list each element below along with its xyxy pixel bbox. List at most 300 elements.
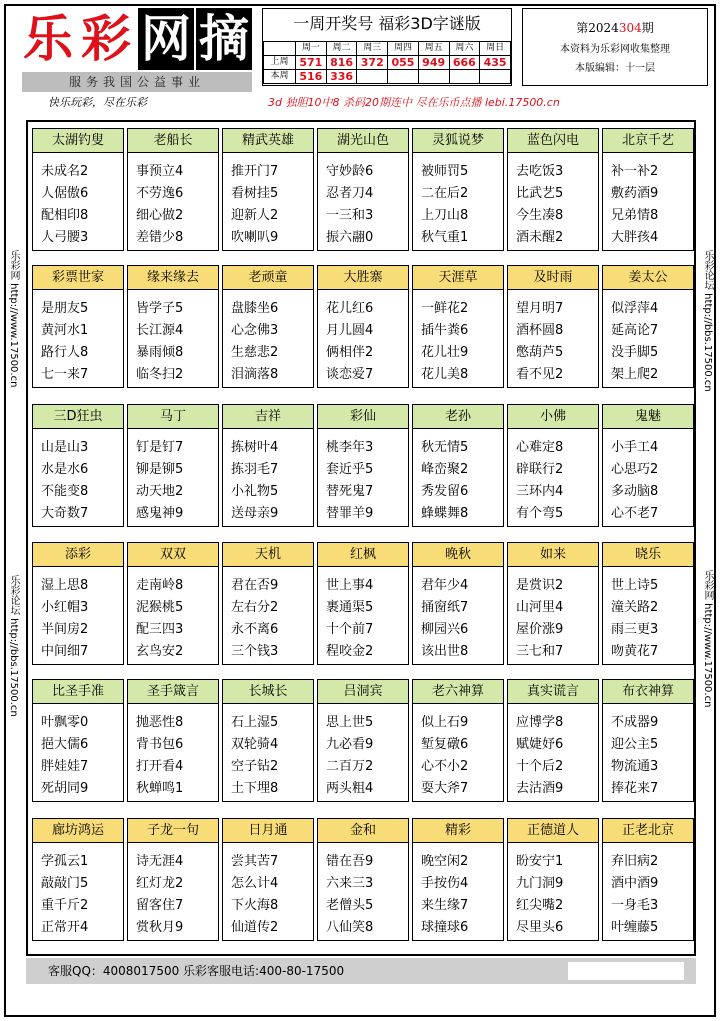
- weekly-draw-title: 一周开奖号 福彩3D字谜版: [293, 14, 481, 33]
- riddle-card-title: 廊坊鸿运: [33, 819, 123, 843]
- riddle-line: 守妙龄6: [326, 164, 374, 179]
- riddle-line: 敲敲门5: [41, 876, 89, 891]
- riddle-line: 思上世5: [326, 715, 374, 730]
- riddle-line: 叶飘零0: [41, 715, 89, 730]
- issue-prefix: 第2024: [576, 21, 619, 35]
- day-header: 周一: [296, 42, 327, 56]
- riddle-card-title: 圣手箴言: [128, 680, 218, 704]
- riddle-line: 酒中酒9: [611, 876, 659, 891]
- draw-number: 435: [480, 56, 511, 70]
- riddle-line: 秋蝉鸣1: [136, 781, 184, 796]
- riddle-line: 秀发留6: [421, 484, 469, 499]
- riddle-card-title: 姜太公: [603, 266, 693, 290]
- riddle-line: 诗无涯4: [136, 854, 184, 869]
- riddle-line: 九门洞9: [516, 876, 564, 891]
- riddle-card-title: 金和: [318, 819, 408, 843]
- riddle-line: 临冬扫2: [136, 367, 184, 382]
- riddle-line: 推开门7: [231, 164, 279, 179]
- riddle-card: [412, 265, 504, 388]
- riddle-line: 重千斤2: [41, 898, 89, 913]
- riddle-card-title: 灵狐说梦: [413, 129, 503, 153]
- riddle-line: 是赏识2: [516, 578, 564, 593]
- riddle-line: 十个后2: [516, 759, 564, 774]
- riddle-line: 没手脚5: [611, 345, 659, 360]
- draw-number: 372: [357, 56, 388, 70]
- riddle-line: 谈恋爱7: [326, 367, 374, 382]
- riddle-card-title: 晓乐: [603, 543, 693, 567]
- riddle-line: 程咬金2: [326, 644, 374, 659]
- riddle-line: 水是水6: [41, 462, 89, 477]
- riddle-card: [32, 542, 124, 665]
- riddle-line: 花儿美8: [421, 367, 469, 382]
- riddle-card-title: 蓝色闪电: [508, 129, 598, 153]
- riddle-line: 左右分2: [231, 600, 279, 615]
- riddle-line: 不劳逸6: [136, 186, 184, 201]
- riddle-card-title: 老船长: [128, 129, 218, 153]
- riddle-card-title: 大胜寨: [318, 266, 408, 290]
- riddle-line: 心难定8: [516, 440, 564, 455]
- riddle-card: [412, 404, 504, 527]
- riddle-card-title: 鬼魅: [603, 405, 693, 429]
- riddle-card: [317, 679, 409, 802]
- riddle-line: 心念佛3: [231, 323, 279, 338]
- riddle-line: 柳园兴6: [421, 622, 469, 637]
- draw-number: [480, 70, 511, 84]
- issue-num: 304: [618, 21, 642, 35]
- riddle-card: [32, 128, 124, 251]
- riddle-line: 细心做2: [136, 208, 184, 223]
- riddle-card: [222, 128, 314, 251]
- riddle-card-title: 比圣手准: [33, 680, 123, 704]
- riddle-line: 套近乎5: [326, 462, 374, 477]
- riddle-card: [32, 679, 124, 802]
- riddle-line: 三环内4: [516, 484, 564, 499]
- riddle-card: [222, 404, 314, 527]
- riddle-line: 架上爬2: [611, 367, 659, 382]
- riddle-line: 土下埋8: [231, 781, 279, 796]
- issue-suffix: 期: [641, 21, 654, 35]
- riddle-card-title: 小佛: [508, 405, 598, 429]
- riddle-line: 去沽酒9: [516, 781, 564, 796]
- riddle-line: 尝其苦7: [231, 854, 279, 869]
- riddle-line: 花儿壮9: [421, 345, 469, 360]
- riddle-line: 拣羽毛7: [231, 462, 279, 477]
- riddle-line: 感鬼神9: [136, 506, 184, 521]
- riddle-line: 耍大斧7: [421, 781, 469, 796]
- riddle-line: 心思巧2: [611, 462, 659, 477]
- draw-number: 055: [388, 56, 419, 70]
- riddle-line: 捅窗纸7: [421, 600, 469, 615]
- riddle-card-title: 精武英雄: [223, 129, 313, 153]
- riddle-line: 心不小2: [421, 759, 469, 774]
- riddle-card-title: 马丁: [128, 405, 218, 429]
- draw-number: 516: [296, 70, 327, 84]
- ticker-left: 快乐玩彩，尽在乐彩: [48, 96, 147, 109]
- riddle-card-title: 老孙: [413, 405, 503, 429]
- riddle-card: [507, 128, 599, 251]
- riddle-line: 一身毛3: [611, 898, 659, 913]
- riddle-line: 去吃饭3: [516, 164, 564, 179]
- ticker-bar: [22, 94, 692, 112]
- riddle-line: 下火海8: [231, 898, 279, 913]
- riddle-card: [602, 679, 694, 802]
- riddle-line: 挹大儒6: [41, 737, 89, 752]
- riddle-line: 石上湿5: [231, 715, 279, 730]
- riddle-line: 捧花来7: [611, 781, 659, 796]
- row-label: 本周: [264, 70, 296, 84]
- day-header: 周六: [449, 42, 480, 56]
- riddle-line: 老僧头5: [326, 898, 374, 913]
- riddle-line: 长江源4: [136, 323, 184, 338]
- riddle-card: [317, 542, 409, 665]
- riddle-line: 空子钻2: [231, 759, 279, 774]
- riddle-line: 君年少4: [421, 578, 469, 593]
- riddle-line: 二在后2: [421, 186, 469, 201]
- riddle-line: 秋气重1: [421, 230, 469, 245]
- riddle-line: 被师罚5: [421, 164, 469, 179]
- weekly-draw-table: [263, 41, 511, 84]
- riddle-line: 三个钱3: [231, 644, 279, 659]
- riddle-line: 怎么计4: [231, 876, 279, 891]
- riddle-line: 泪滴落8: [231, 367, 279, 382]
- riddle-line: 学孤云1: [41, 854, 89, 869]
- riddle-line: 永不离6: [231, 622, 279, 637]
- riddle-line: 看树挂5: [231, 186, 279, 201]
- issue-source-note: 本资料为乐彩网收集整理: [560, 44, 670, 55]
- riddle-line: 背书包6: [136, 737, 184, 752]
- riddle-line: 不成器9: [611, 715, 659, 730]
- riddle-card: [127, 818, 219, 941]
- footer-contact: 客服QQ：4008017500 乐彩客服电话:400-80-17500: [48, 964, 345, 978]
- riddle-card-title: 天涯草: [413, 266, 503, 290]
- riddle-line: 半间房2: [41, 622, 89, 637]
- riddle-line: 花儿红6: [326, 301, 374, 316]
- riddle-card: [412, 679, 504, 802]
- riddle-line: 弃旧病2: [611, 854, 659, 869]
- riddle-line: 走南岭8: [136, 578, 184, 593]
- riddle-card: [507, 265, 599, 388]
- riddle-line: 小手工4: [611, 440, 659, 455]
- riddle-line: 屋价涨9: [516, 622, 564, 637]
- riddle-line: 潼关路2: [611, 600, 659, 615]
- riddle-card-title: 老顽童: [223, 266, 313, 290]
- riddle-line: 错在吾9: [326, 854, 374, 869]
- riddle-line: 吻黄花7: [611, 644, 659, 659]
- riddle-card: [507, 542, 599, 665]
- riddle-line: 君在否9: [231, 578, 279, 593]
- row-label: 上周: [264, 56, 296, 70]
- riddle-line: 生慈悲2: [231, 345, 279, 360]
- riddle-line: 是朋友5: [41, 301, 89, 316]
- riddle-card-title: 子龙一句: [128, 819, 218, 843]
- riddle-card-title: 缘来缘去: [128, 266, 218, 290]
- riddle-card: [602, 404, 694, 527]
- riddle-line: 尽里头6: [516, 920, 564, 935]
- riddle-card: [127, 128, 219, 251]
- riddle-line: 看不见2: [516, 367, 564, 382]
- riddle-card: [127, 265, 219, 388]
- riddle-line: 差错少8: [136, 230, 184, 245]
- draw-number: 949: [418, 56, 449, 70]
- draw-number: 571: [296, 56, 327, 70]
- riddle-line: 物流通3: [611, 759, 659, 774]
- riddle-line: 胖娃娃7: [41, 759, 89, 774]
- riddle-card-title: 长城长: [223, 680, 313, 704]
- riddle-line: 望月明7: [516, 301, 564, 316]
- riddle-line: 事预立4: [136, 164, 184, 179]
- riddle-line: 世上事4: [326, 578, 374, 593]
- riddle-card: [222, 818, 314, 941]
- riddle-card: [127, 542, 219, 665]
- riddle-line: 拣树叶4: [231, 440, 279, 455]
- riddle-line: 迎公主5: [611, 737, 659, 752]
- riddle-card-title: 正德道人: [508, 819, 598, 843]
- side-text-left-top: 乐彩网 http://www.17500.cn: [8, 250, 19, 388]
- riddle-card-title: 添彩: [33, 543, 123, 567]
- riddle-card-title: 北京千艺: [603, 129, 693, 153]
- riddle-line: 死胡同9: [41, 781, 89, 796]
- riddle-card-title: 天机: [223, 543, 313, 567]
- riddle-line: 中间细7: [41, 644, 89, 659]
- riddle-line: 该出世8: [421, 644, 469, 659]
- riddle-line: 小红帽3: [41, 600, 89, 615]
- riddle-card-title: 红枫: [318, 543, 408, 567]
- riddle-line: 留客住7: [136, 898, 184, 913]
- riddle-card-title: 太湖钓叟: [33, 129, 123, 153]
- riddle-card: [602, 818, 694, 941]
- draw-number: [449, 70, 480, 84]
- riddle-line: 玄鸟安2: [136, 644, 184, 659]
- riddle-line: 似浮萍4: [611, 301, 659, 316]
- riddle-card-title: 彩票世家: [33, 266, 123, 290]
- riddle-line: 替罪羊9: [326, 506, 374, 521]
- riddle-card-title: 吉祥: [223, 405, 313, 429]
- riddle-line: 六来三3: [326, 876, 374, 891]
- issue-panel: [522, 8, 708, 86]
- riddle-line: 振六翮0: [326, 230, 374, 245]
- riddle-card: [507, 818, 599, 941]
- ticker-right-link[interactable]: 3d 独胆10中8 杀码20期连中 尽在乐币点播 lebi.17500.cn: [268, 96, 560, 109]
- table-corner: [264, 42, 296, 56]
- riddle-card: [317, 818, 409, 941]
- riddle-line: 叶缠藤5: [611, 920, 659, 935]
- riddle-card: [317, 265, 409, 388]
- riddle-line: 多动脑8: [611, 484, 659, 499]
- riddle-card-title: 彩仙: [318, 405, 408, 429]
- riddle-line: 盼安宁1: [516, 854, 564, 869]
- riddle-grid: [26, 120, 696, 956]
- riddle-line: 九必看9: [326, 737, 374, 752]
- riddle-line: 比武艺5: [516, 186, 564, 201]
- issue-editor: 本版编辑：十一层: [575, 63, 655, 74]
- riddle-line: 敷药酒9: [611, 186, 659, 201]
- riddle-card: [32, 265, 124, 388]
- riddle-line: 延高论7: [611, 323, 659, 338]
- day-header: 周三: [357, 42, 388, 56]
- riddle-line: 湿上思8: [41, 578, 89, 593]
- riddle-line: 十个前7: [326, 622, 374, 637]
- riddle-card: [222, 542, 314, 665]
- riddle-card: [507, 679, 599, 802]
- riddle-line: 酒杯圆8: [516, 323, 564, 338]
- day-header: 周日: [480, 42, 511, 56]
- riddle-card-title: 及时雨: [508, 266, 598, 290]
- riddle-line: 迎新人2: [231, 208, 279, 223]
- riddle-line: 人弓腰3: [41, 230, 89, 245]
- riddle-line: 俩相伴2: [326, 345, 374, 360]
- riddle-line: 世上诗5: [611, 578, 659, 593]
- logo-char-2: 彩: [78, 8, 134, 70]
- riddle-line: 上刀山8: [421, 208, 469, 223]
- riddle-card-title: 如来: [508, 543, 598, 567]
- riddle-line: 峰峦聚2: [421, 462, 469, 477]
- riddle-line: 配相印8: [41, 208, 89, 223]
- logo-char-3: 网: [138, 8, 194, 70]
- riddle-card-title: 日月通: [223, 819, 313, 843]
- weekly-draw-panel: [262, 8, 512, 86]
- draw-number: [357, 70, 388, 84]
- riddle-line: 二百万2: [326, 759, 374, 774]
- riddle-card: [602, 265, 694, 388]
- riddle-line: 月儿圆4: [326, 323, 374, 338]
- riddle-card: [127, 679, 219, 802]
- riddle-line: 今生凑8: [516, 208, 564, 223]
- riddle-line: 盘膝坐6: [231, 301, 279, 316]
- riddle-line: 打开看4: [136, 759, 184, 774]
- riddle-line: 吹喇叭9: [231, 230, 279, 245]
- logo-char-1: 乐: [20, 8, 76, 70]
- riddle-line: 补一补2: [611, 164, 659, 179]
- riddle-line: 酒未醒2: [516, 230, 564, 245]
- riddle-line: 大胖孩4: [611, 230, 659, 245]
- riddle-card-title: 吕洞宾: [318, 680, 408, 704]
- side-text-left-bottom: 乐彩论坛 http://bbs.17500.cn: [8, 575, 19, 717]
- riddle-card: [222, 679, 314, 802]
- logo-char-4: 摘: [196, 8, 252, 70]
- riddle-card: [32, 404, 124, 527]
- riddle-card: [602, 542, 694, 665]
- riddle-card: [412, 818, 504, 941]
- riddle-line: 插牛粪6: [421, 323, 469, 338]
- riddle-card: [412, 128, 504, 251]
- footer-bar: [26, 958, 696, 984]
- riddle-line: 山是山3: [41, 440, 89, 455]
- riddle-line: 大奇数7: [41, 506, 89, 521]
- riddle-line: 赏秋月9: [136, 920, 184, 935]
- riddle-line: 蜂蝶舞8: [421, 506, 469, 521]
- riddle-line: 八仙笑8: [326, 920, 374, 935]
- day-header: 周四: [388, 42, 419, 56]
- riddle-card: [222, 265, 314, 388]
- riddle-line: 忍者刀4: [326, 186, 374, 201]
- riddle-line: 山河里4: [516, 600, 564, 615]
- riddle-card: [127, 404, 219, 527]
- riddle-line: 动天地2: [136, 484, 184, 499]
- riddle-line: 堑复礅6: [421, 737, 469, 752]
- riddle-line: 一三和3: [326, 208, 374, 223]
- riddle-line: 红灯龙2: [136, 876, 184, 891]
- day-header: 周五: [418, 42, 449, 56]
- riddle-line: 两头粗4: [326, 781, 374, 796]
- riddle-line: 秋无情5: [421, 440, 469, 455]
- riddle-line: 应博学8: [516, 715, 564, 730]
- riddle-line: 手按伤4: [421, 876, 469, 891]
- riddle-line: 晚空闲2: [421, 854, 469, 869]
- draw-number: [418, 70, 449, 84]
- riddle-line: 配三四3: [136, 622, 184, 637]
- riddle-card-title: 三D狂虫: [33, 405, 123, 429]
- riddle-line: 桃李年3: [326, 440, 374, 455]
- riddle-card-title: 晚秋: [413, 543, 503, 567]
- riddle-line: 仙道传2: [231, 920, 279, 935]
- riddle-card-title: 布衣神算: [603, 680, 693, 704]
- draw-number: [388, 70, 419, 84]
- riddle-line: 辟联行2: [516, 462, 564, 477]
- issue-number: [523, 19, 707, 36]
- riddle-line: 球撞球6: [421, 920, 469, 935]
- riddle-line: 似上石9: [421, 715, 469, 730]
- riddle-card: [412, 542, 504, 665]
- riddle-line: 三七和7: [516, 644, 564, 659]
- riddle-line: 小礼物5: [231, 484, 279, 499]
- riddle-line: 未成名2: [41, 164, 89, 179]
- riddle-line: 七一来7: [41, 367, 89, 382]
- side-text-right-top: 乐彩论坛 http://bbs.17500.cn: [702, 250, 713, 392]
- riddle-line: 憋葫芦5: [516, 345, 564, 360]
- site-logo: [20, 8, 252, 70]
- riddle-line: 有个弯5: [516, 506, 564, 521]
- riddle-card-title: 湖光山色: [318, 129, 408, 153]
- riddle-card: [602, 128, 694, 251]
- riddle-line: 双轮骑4: [231, 737, 279, 752]
- riddle-line: 钉是钉7: [136, 440, 184, 455]
- riddle-line: 雨三更3: [611, 622, 659, 637]
- riddle-line: 赋婕妤6: [516, 737, 564, 752]
- riddle-line: 人倨傲6: [41, 186, 89, 201]
- riddle-line: 皆学子5: [136, 301, 184, 316]
- riddle-card-title: 真实谎言: [508, 680, 598, 704]
- day-header: 周二: [326, 42, 357, 56]
- footer-blank-box: [568, 962, 684, 980]
- riddle-line: 裹通渠5: [326, 600, 374, 615]
- riddle-line: 兄弟情8: [611, 208, 659, 223]
- riddle-line: 铆是铆5: [136, 462, 184, 477]
- draw-number: 816: [326, 56, 357, 70]
- riddle-line: 黄河水1: [41, 323, 89, 338]
- riddle-line: 路行人8: [41, 345, 89, 360]
- riddle-card-title: 精彩: [413, 819, 503, 843]
- riddle-line: 不能变8: [41, 484, 89, 499]
- riddle-line: 替死鬼7: [326, 484, 374, 499]
- riddle-card: [32, 818, 124, 941]
- draw-number: 336: [326, 70, 357, 84]
- riddle-line: 正常开4: [41, 920, 89, 935]
- riddle-line: 红尖嘴2: [516, 898, 564, 913]
- riddle-line: 来生缘7: [421, 898, 469, 913]
- riddle-line: 抛恶性8: [136, 715, 184, 730]
- riddle-line: 一鲜花2: [421, 301, 469, 316]
- riddle-line: 心不老7: [611, 506, 659, 521]
- riddle-line: 泥猴桃5: [136, 600, 184, 615]
- riddle-card: [317, 404, 409, 527]
- slogan: 服务我国公益事业: [22, 72, 252, 92]
- riddle-card-title: 老六神算: [413, 680, 503, 704]
- draw-number: 666: [449, 56, 480, 70]
- riddle-card: [317, 128, 409, 251]
- riddle-card: [507, 404, 599, 527]
- riddle-line: 送母亲9: [231, 506, 279, 521]
- riddle-card-title: 双双: [128, 543, 218, 567]
